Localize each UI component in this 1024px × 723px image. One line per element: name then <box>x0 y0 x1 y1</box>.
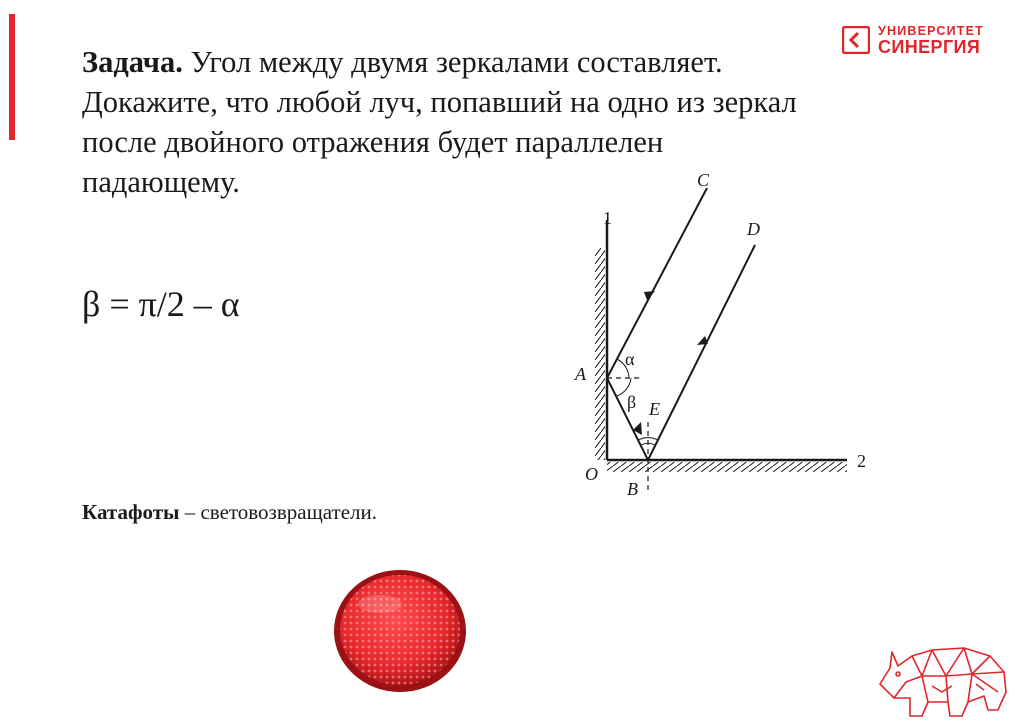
logo-line-2: СИНЕРГИЯ <box>878 37 981 57</box>
angle-e-arc-1 <box>638 438 658 440</box>
mirror-2-hatch <box>607 462 847 472</box>
label-o: O <box>585 464 598 484</box>
label-d: D <box>747 219 760 239</box>
reflector-image <box>330 566 470 696</box>
task-line-3: после двойного отражения будет параллелен <box>82 125 664 159</box>
left-accent-bar <box>9 14 15 140</box>
incident-ray <box>607 188 707 378</box>
formula: β = π/2 – α <box>82 284 240 324</box>
task-line-2: Докажите, что любой луч, попавший на одно из зеркал <box>82 85 797 119</box>
label-b: B <box>627 479 638 499</box>
task-lead: Задача. <box>82 45 183 79</box>
reflected-ray-2 <box>648 245 755 460</box>
task-line-4: падающему. <box>82 165 240 199</box>
note-term: Катафоты <box>82 500 180 524</box>
label-a: A <box>575 364 586 384</box>
logo-line-1: УНИВЕРСИТЕТ <box>878 24 984 38</box>
label-c: C <box>697 170 710 190</box>
reflected-ray-1 <box>607 378 648 460</box>
reflected-ray-2-arrow <box>697 336 708 345</box>
label-e: E <box>649 399 660 419</box>
task-line-1: Угол между двумя зеркалами составляет. <box>182 45 723 79</box>
label-beta: β <box>627 392 637 412</box>
label-mirror-1: 1 <box>603 208 612 228</box>
mirrors-diagram <box>565 160 885 500</box>
note-definition: – световозвращатели. <box>179 500 378 524</box>
mirror-1-hatch <box>595 248 605 460</box>
reflector-note <box>82 500 377 525</box>
label-alpha: α <box>625 349 635 369</box>
label-mirror-2: 2 <box>857 451 866 471</box>
rhino-mascot-icon <box>872 632 1012 720</box>
